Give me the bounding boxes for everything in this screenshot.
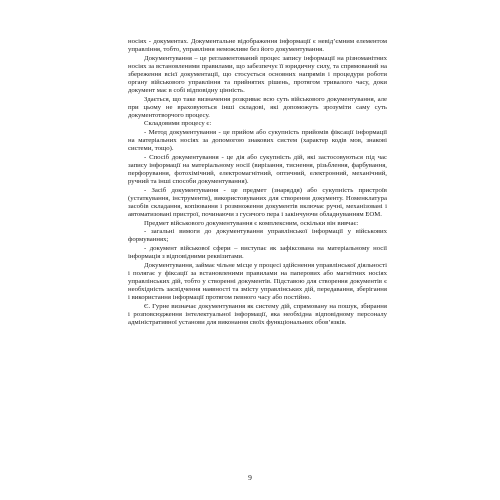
paragraph-components-intro: Складовими процесу є: — [144, 120, 212, 128]
page-number: 9 — [248, 473, 252, 482]
paragraph-subject: Предмет військового документування є комплексним, оскільки він вивчає: — [144, 219, 359, 227]
paragraph-definition: Документування – це регламентований процес запису інформації на різноманітних носіях за встановленими правилами, що забезпечує її юридичну силу, та спрямований на збереження всієї документації, що стосується основних напрямів і процедури роботи органу військового управління та прийнятих рішень, протягом тривалого часу, доки документ має в собі відповідну цінність. — [128, 54, 387, 95]
paragraph-continuation: носіях - документах. Документальне відображення інформації є невід’ємним елементом управління, тобто, управління неможливе без його документування. — [128, 38, 387, 54]
paragraph-remark: Здається, що таке визначення розкриває всю суть військового документування, але при цьому не враховуються інші складові, які допоможуть зрозуміти саму суть документотворчого процесу. — [128, 95, 387, 119]
page-body — [128, 38, 387, 327]
list-item-way: - Спосіб документування - це дія або сукупність дій, які застосовуються під час запису інформації на матеріальному носії (вирізання, тиснення, різьблення, фарбування, перфорування, фотохімічний, електромагнітний, оптичний, електронний, механічний, ручний та інші способи документування). — [128, 153, 387, 186]
list-item-document: - документ військової сфери – виступає як зафіксована на матеріальному носії інформація з відповідними реквізитами. — [128, 244, 387, 260]
list-item-method: - Метод документування - це прийом або сукупність прийомів фіксації інформації на матеріальних носіях за допомогою знакових систем (характер кодів мов, знакові системи, тощо). — [128, 129, 387, 153]
list-item-requirements: - загальні вимоги до документування управлінської інформації у військових формуваннях; — [128, 228, 387, 244]
list-item-means: - Засіб документування - це предмет (знаряддя) або сукупність пристроїв (устаткування, інструменти), використовуваних для створення документу. Номенклатура засобів складання, копіювання і розмноження документів включає ручні, механізовані і автоматизовані пристрої, починаючи з гусячого пера і закінчуючи обладнуванням ЕОМ. — [128, 186, 387, 218]
paragraph-management: Документування, займає чільне місце у процесі здійснення управлінської діяльності і полягає у фіксації за встановленими правилами на паперових або магнітних носіях управлінських дій, тобто у створенні документів. Підставою для створення документів є необхідність засвідчення наявності та змісту управлінських дій, передавання, зберігання і використання інформації протягом певного часу або постійно. — [128, 261, 387, 301]
paragraph-gurne: Є. Гурне визначає документування як систему дій, спрямовану на пошук, збирання і розповсюдження інтелектуальної інформації, яка необхідна відповідному персоналу адміністративної установи для виконання своїх функціональних обов’язків. — [128, 302, 387, 326]
